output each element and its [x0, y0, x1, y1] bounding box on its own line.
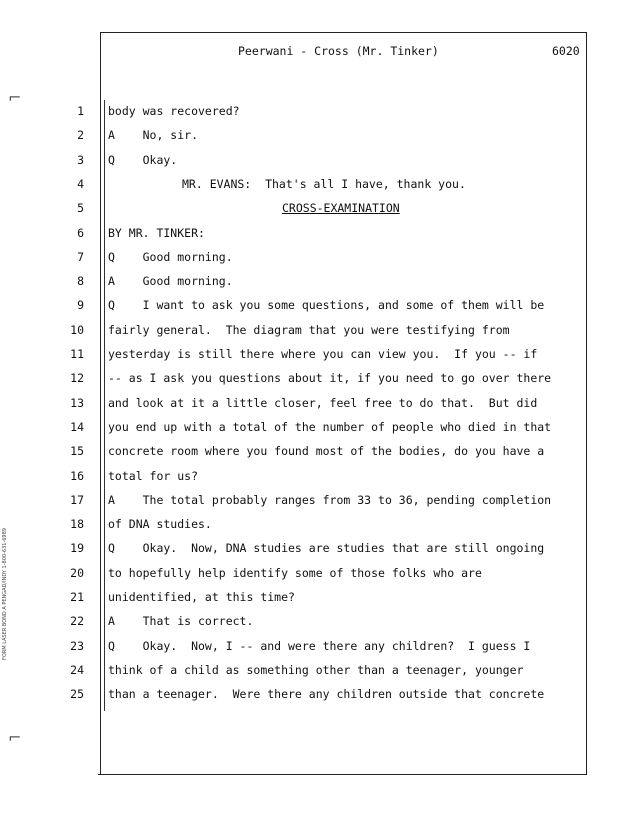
line-text: Q Okay. Now, DNA studies are studies that are still ongoing: [108, 541, 545, 556]
line-number: 11: [70, 347, 84, 361]
line-number: 18: [70, 517, 84, 532]
line-number: 10: [70, 322, 84, 337]
line-text: you end up with a total of the number of people who died in that: [108, 419, 552, 434]
line-text: -- as I ask you questions about it, if you need to go over there: [108, 371, 552, 386]
line-number: 22: [70, 614, 84, 629]
line-text: yesterday is still there where you can view you. If you -- if: [108, 347, 538, 361]
line-text: A That is correct.: [108, 614, 254, 629]
line-text: Q I want to ask you some questions, and some of them will be: [108, 298, 545, 313]
line-text: think of a child as something other than a teenager, younger: [108, 662, 524, 677]
line-number: 2: [77, 128, 84, 143]
transcript-line: [0, 323, 638, 343]
transcript-line: [0, 590, 638, 610]
line-number: 5: [77, 201, 84, 216]
line-text: A No, sir.: [108, 128, 199, 143]
line-number: 21: [70, 590, 84, 604]
transcript-line: [0, 566, 638, 586]
transcript-line: [0, 104, 638, 124]
transcript-line: [0, 493, 638, 513]
transcript-line: [0, 444, 638, 464]
page-border-top: [100, 32, 587, 33]
line-number: 1: [77, 104, 84, 118]
line-text: CROSS-EXAMINATION: [282, 201, 400, 216]
transcript-line: [0, 250, 638, 270]
transcript-line: [0, 469, 638, 489]
line-text: Q Okay. Now, I -- and were there any children? I guess I: [108, 638, 531, 653]
line-text: BY MR. TINKER:: [108, 225, 205, 240]
transcript-line: [0, 614, 638, 634]
line-number: 25: [70, 687, 84, 702]
transcript-line: [0, 371, 638, 391]
page-border-bottom: [98, 774, 587, 775]
transcript-line: [0, 274, 638, 294]
transcript-line: [0, 639, 638, 659]
transcript-line: [0, 517, 638, 537]
form-side-text: FORM LASER BOND A PENGAD/INDY 1-800-631-6989: [2, 528, 8, 660]
line-number: 12: [70, 371, 84, 386]
transcript-line: [0, 298, 638, 318]
line-text: Q Good morning.: [108, 249, 233, 264]
line-number: 14: [70, 419, 84, 434]
line-number: 23: [70, 638, 84, 653]
transcript-line: [0, 177, 638, 197]
punch-mark-bottom: ⌐: [8, 728, 22, 747]
punch-mark-top: ⌐: [8, 88, 22, 107]
line-text: unidentified, at this time?: [108, 590, 295, 604]
transcript-line: [0, 396, 638, 416]
line-number: 16: [70, 468, 84, 483]
page-number: 6020: [552, 44, 580, 58]
transcript-line: [0, 687, 638, 707]
transcript-line: [0, 128, 638, 148]
line-text: Q Okay.: [108, 152, 178, 167]
transcript-line: [0, 153, 638, 173]
line-number: 17: [70, 492, 84, 507]
line-text: A Good morning.: [108, 274, 233, 289]
line-text: total for us?: [108, 468, 199, 483]
line-text: than a teenager. Were there any children outside that concrete: [108, 687, 545, 702]
line-text: body was recovered?: [108, 104, 240, 118]
transcript-line: [0, 226, 638, 246]
transcript-line: [0, 201, 638, 221]
line-text: fairly general. The diagram that you were testifying from: [108, 322, 510, 337]
line-number: 24: [70, 662, 84, 677]
line-number: 19: [70, 541, 84, 556]
line-number: 9: [77, 298, 84, 313]
line-number: 15: [70, 444, 84, 459]
line-text: A The total probably ranges from 33 to 36, pending completion: [108, 492, 552, 507]
line-text: to hopefully help identify some of those folks who are: [108, 565, 482, 580]
transcript-line: [0, 541, 638, 561]
header-title: Peerwani - Cross (Mr. Tinker): [238, 44, 439, 58]
line-number: 6: [77, 225, 84, 240]
line-text: concrete room where you found most of the bodies, do you have a: [108, 444, 545, 459]
line-text: of DNA studies.: [108, 517, 212, 532]
line-number: 7: [77, 249, 84, 264]
transcript-line: [0, 347, 638, 367]
transcript-line: [0, 420, 638, 440]
line-text: and look at it a little closer, feel free to do that. But did: [108, 395, 538, 410]
transcript-line: [0, 663, 638, 683]
line-text: MR. EVANS: That's all I have, thank you.: [182, 176, 466, 191]
line-number: 4: [77, 176, 84, 191]
line-number: 8: [77, 274, 84, 289]
line-number: 3: [77, 152, 84, 167]
line-number: 13: [70, 395, 84, 410]
line-number: 20: [70, 565, 84, 580]
